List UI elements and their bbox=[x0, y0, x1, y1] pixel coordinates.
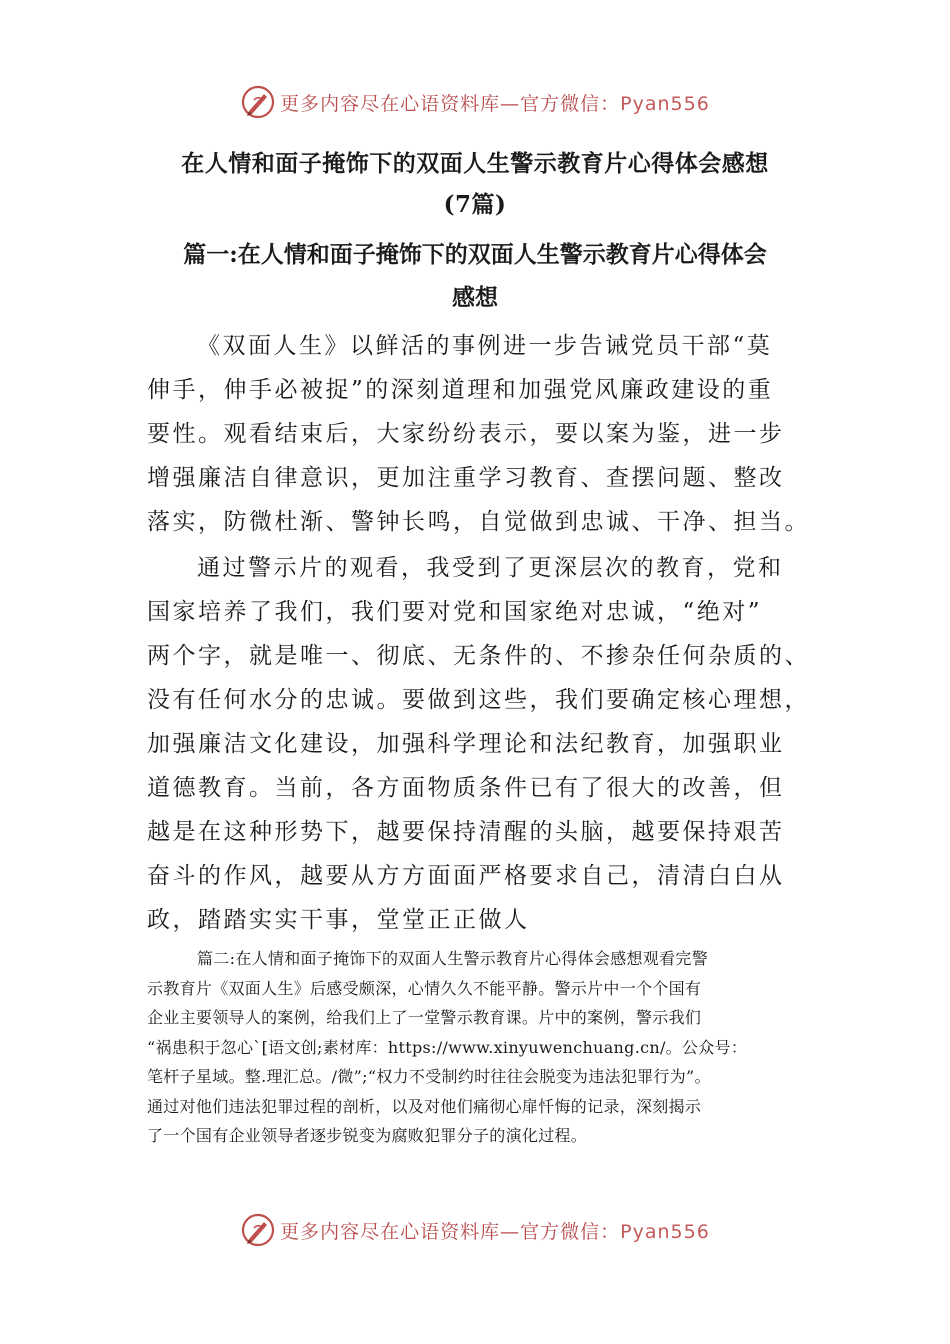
paragraph-line: 没有任何水分的忠诚。要做到这些，我们要确定核心理想， bbox=[147, 687, 810, 713]
paragraph-line: 政，踏踏实实干事，堂堂正正做人 bbox=[147, 907, 530, 933]
paragraph-line: 道德教育。当前，各方面物质条件已有了很大的改善，但 bbox=[147, 775, 785, 801]
paragraph-line: “祸患积于忽心`[语文创;素材库：https://www.xinyuwenchuang.cn/。公众号： bbox=[147, 1037, 748, 1057]
section-two-body bbox=[147, 944, 827, 1151]
paragraph-line: 两个字，就是唯一、彻底、无条件的、不掺杂任何杂质的、 bbox=[147, 643, 810, 669]
paragraph-line: 《双面人生》以鲜活的事例进一步告诫党员干部“莫 bbox=[197, 333, 773, 359]
paragraph-line: 通过警示片的观看，我受到了更深层次的教育，党和 bbox=[197, 555, 784, 581]
watermark-footer bbox=[0, 1210, 950, 1250]
paragraph-line: 落实，防微杜渐、警钟长鸣，自觉做到忠诚、干净、担当。 bbox=[147, 509, 810, 535]
document-title-count: (7篇) bbox=[443, 191, 507, 218]
document-title: 在人情和面子掩饰下的双面人生警示教育片心得体会感想 bbox=[181, 150, 769, 177]
paragraph-line: 增强廉洁自律意识，更加注重学习教育、查摆问题、整改 bbox=[147, 465, 785, 491]
section-one-body bbox=[147, 324, 810, 942]
paragraph-line: 奋斗的作风，越要从方方面面严格要求自己，清清白白从 bbox=[147, 863, 785, 889]
watermark-text: 更多内容尽在心语资料库—官方微信：Pyan556 bbox=[280, 1220, 710, 1243]
paragraph-line: 篇二:在人情和面子掩饰下的双面人生警示教育片心得体会感想观看完警 bbox=[197, 949, 708, 968]
paragraph-line: 伸手，伸手必被捉”的深刻道理和加强党风廉政建设的重 bbox=[147, 377, 774, 403]
paragraph-line: 示教育片《双面人生》后感受颇深，心情久久不能平静。警示片中一个个国有 bbox=[147, 978, 702, 998]
section-heading: 篇一:在人情和面子掩饰下的双面人生警示教育片心得体会 bbox=[183, 241, 767, 268]
watermark-header bbox=[0, 82, 950, 122]
paragraph-line: 要性。观看结束后，大家纷纷表示，要以案为鉴，进一步 bbox=[147, 421, 785, 447]
paragraph-line: 越是在这种形势下，越要保持清醒的头脑，越要保持艰苦 bbox=[147, 819, 785, 845]
section-heading-cont: 感想 bbox=[452, 284, 498, 311]
pen-logo-icon bbox=[240, 1212, 276, 1248]
paragraph-line: 加强廉洁文化建设，加强科学理论和法纪教育，加强职业 bbox=[147, 731, 785, 757]
watermark-text: 更多内容尽在心语资料库—官方微信：Pyan556 bbox=[280, 92, 710, 115]
paragraph-line: 通过对他们违法犯罪过程的剖析，以及对他们痛彻心扉忏悔的记录，深刻揭示 bbox=[147, 1096, 702, 1116]
paragraph-line: 国家培养了我们，我们要对党和国家绝对忠诚，“绝对” bbox=[147, 599, 763, 625]
paragraph-line: 了一个国有企业领导者逐步锐变为腐败犯罪分子的演化过程。 bbox=[147, 1126, 588, 1145]
paragraph-line: 企业主要领导人的案例，给我们上了一堂警示教育课。片中的案例，警示我们 bbox=[147, 1008, 702, 1027]
pen-logo-icon bbox=[240, 84, 276, 120]
paragraph-line: 笔杆子星域。整.理汇总。/微”;“权力不受制约时往往会脱变为违法犯罪行为”。 bbox=[147, 1067, 711, 1086]
